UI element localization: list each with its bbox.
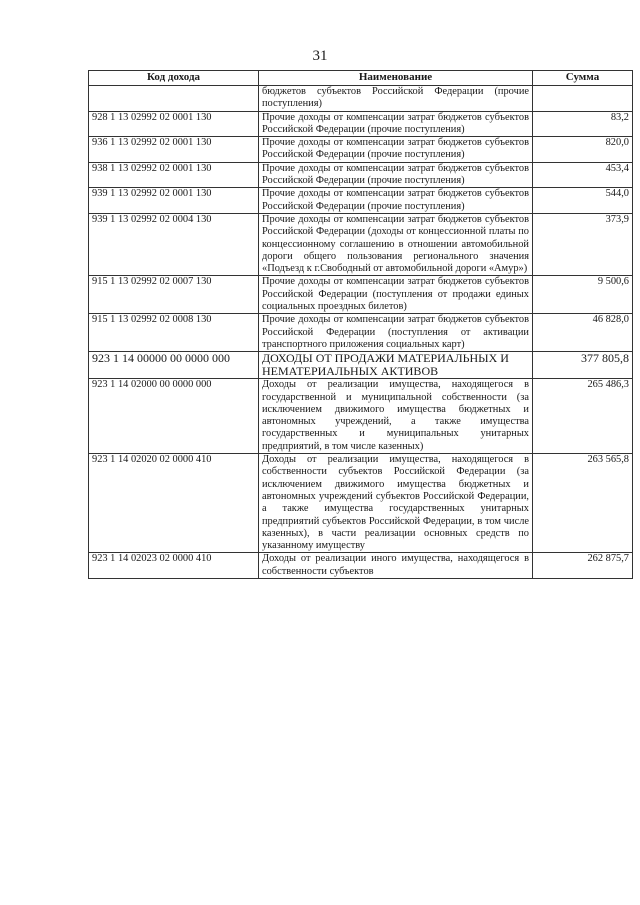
cell-code: 923 1 14 00000 00 0000 000	[89, 352, 259, 379]
cell-name: Доходы от реализации имущества, находящегося в собственности субъектов Российской Федерации (за исключением движимого имущества бюджетных и автономных учреждений субъектов Российской Федерации, а также имущества государственных унитарных предприятий субъектов Российской Федерации, в том числе казенных), в части реализации основных средств по указанному имуществу	[259, 454, 533, 553]
header-name: Наименование	[259, 71, 533, 86]
cell-name: Прочие доходы от компенсации затрат бюджетов субъектов Российской Федерации (прочие поступления)	[259, 188, 533, 214]
cell-amount: 9 500,6	[533, 276, 633, 314]
cell-code: 915 1 13 02992 02 0008 130	[89, 314, 259, 352]
cell-code: 939 1 13 02992 02 0004 130	[89, 213, 259, 275]
cell-code	[89, 86, 259, 112]
revenue-table	[88, 70, 633, 579]
cell-name: Прочие доходы от компенсации затрат бюджетов субъектов Российской Федерации (прочие поступления)	[259, 111, 533, 137]
table-row	[89, 137, 633, 163]
cell-amount: 262 875,7	[533, 553, 633, 579]
cell-name: Прочие доходы от компенсации затрат бюджетов субъектов Российской Федерации (прочие поступления)	[259, 137, 533, 163]
cell-code: 923 1 14 02020 02 0000 410	[89, 454, 259, 553]
cell-amount: 46 828,0	[533, 314, 633, 352]
table-row	[89, 188, 633, 214]
table-header-row	[89, 71, 633, 86]
table-row	[89, 553, 633, 579]
cell-code: 938 1 13 02992 02 0001 130	[89, 162, 259, 188]
cell-name: Доходы от реализации иного имущества, находящегося в собственности субъектов	[259, 553, 533, 579]
cell-code: 936 1 13 02992 02 0001 130	[89, 137, 259, 163]
cell-amount: 373,9	[533, 213, 633, 275]
cell-name: бюджетов субъектов Российской Федерации (прочие поступления)	[259, 86, 533, 112]
header-code: Код дохода	[89, 71, 259, 86]
cell-name: Прочие доходы от компенсации затрат бюджетов субъектов Российской Федерации (поступления от активации транспортного приложения социальных карт)	[259, 314, 533, 352]
cell-amount: 453,4	[533, 162, 633, 188]
table-row	[89, 213, 633, 275]
cell-name: Прочие доходы от компенсации затрат бюджетов субъектов Российской Федерации (прочие поступления)	[259, 162, 533, 188]
cell-name: Доходы от реализации имущества, находящегося в государственной и муниципальной собственности (за исключением движимого имущества бюджетных и автономных учреждений, а также имущества государственных и муниципальных унитарных предприятий, в том числе казенных)	[259, 379, 533, 454]
cell-code: 923 1 14 02000 00 0000 000	[89, 379, 259, 454]
table-row-continuation	[89, 86, 633, 112]
cell-amount	[533, 86, 633, 112]
cell-name: ДОХОДЫ ОТ ПРОДАЖИ МАТЕРИАЛЬНЫХ И НЕМАТЕРИАЛЬНЫХ АКТИВОВ	[259, 352, 533, 379]
table-row	[89, 379, 633, 454]
table-row	[89, 162, 633, 188]
cell-code: 939 1 13 02992 02 0001 130	[89, 188, 259, 214]
cell-name: Прочие доходы от компенсации затрат бюджетов субъектов Российской Федерации (доходы от концессионной платы по концессионному соглашению в отношении автомобильной дороги общего пользования регионального значения «Подъезд к г.Свободный от автомобильной дороги «Амур»)	[259, 213, 533, 275]
header-amount: Сумма	[533, 71, 633, 86]
cell-amount: 377 805,8	[533, 352, 633, 379]
table-row	[89, 111, 633, 137]
table-row	[89, 454, 633, 553]
table-row	[89, 276, 633, 314]
cell-amount: 265 486,3	[533, 379, 633, 454]
cell-amount: 263 565,8	[533, 454, 633, 553]
cell-name: Прочие доходы от компенсации затрат бюджетов субъектов Российской Федерации (поступления от продажи единых социальных проездных билетов)	[259, 276, 533, 314]
page-number: 31	[312, 48, 328, 64]
cell-amount: 544,0	[533, 188, 633, 214]
cell-amount: 83,2	[533, 111, 633, 137]
cell-code: 923 1 14 02023 02 0000 410	[89, 553, 259, 579]
cell-code: 928 1 13 02992 02 0001 130	[89, 111, 259, 137]
cell-code: 915 1 13 02992 02 0007 130	[89, 276, 259, 314]
cell-amount: 820,0	[533, 137, 633, 163]
table-row-section	[89, 352, 633, 379]
table-row	[89, 314, 633, 352]
